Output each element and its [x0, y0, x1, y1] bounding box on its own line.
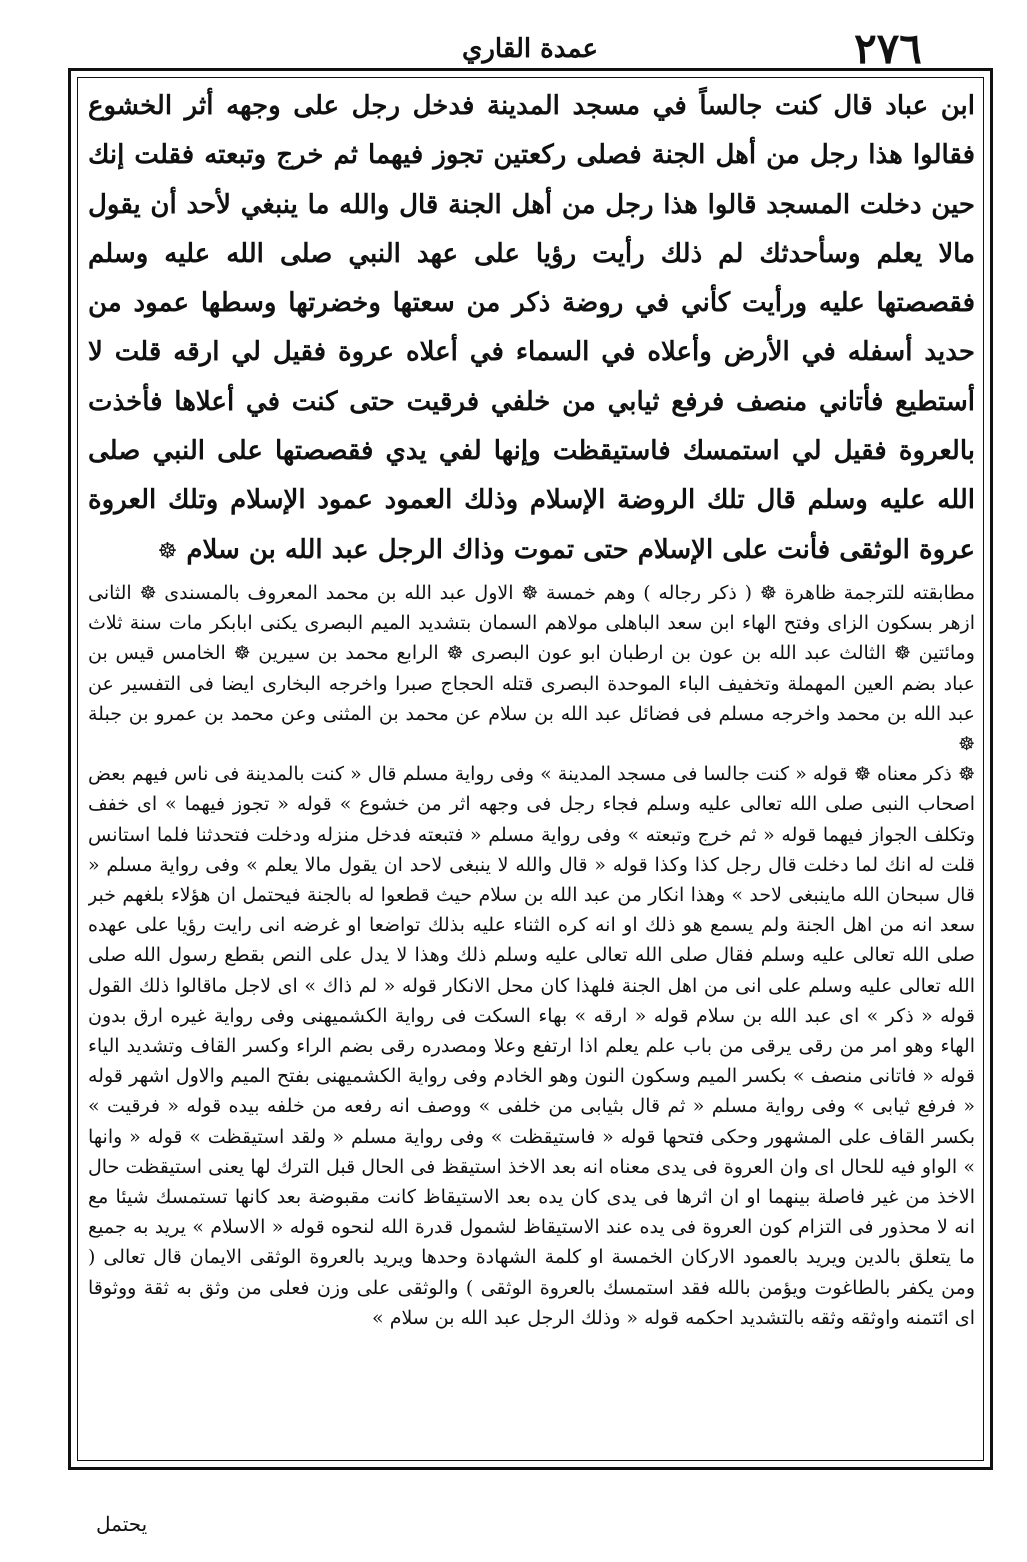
commentary-maana: ☸ ذكر معناه ☸ قوله « كنت جالسا فى مسجد المدينة » وفى رواية مسلم قال « كنت بالمدينة فى ناس فيهم بعض اصحاب النبى صلى الله تعالى عليه وسلم فجاء رجل فى وجهه اثر من خشوع » قوله « تجوز فيهما » اى خفف وتكلف الجواز فيهما قوله « ثم خرج وتبعته » وفى رواية مسلم « فتبعته فدخل منزله ودخلت فتحدثنا فلما استانس قلت له انك لما دخلت قال رجل كذا وكذا قوله « قال والله لا ينبغى لاحد ان يقول مالا يعلم » وفى رواية مسلم « قال سبحان الله ماينبغى لاحد » وهذا انكار من عبد الله بن سلام حيث قطعوا له بالجنة فيحتمل ان هؤلاء بلغهم خبر سعد انه من اهل الجنة ولم يسمع هو ذلك او انه كره الثناء عليه بذلك تواضعا او غرضه انى رايت رؤيا على عهده صلى الله تعالى عليه وسلم فقال صلى الله تعالى عليه وسلم ذلك وهذا لا يدل على النص بقطع رسول الله صلى الله تعالى عليه وسلم على انى من اهل الجنة فلهذا كان محل الانكار قوله « لم ذاك » اى لاجل ماقالوا ذلك القول قوله « ذكر » اى عبد الله بن سلام قوله « ارقه » بهاء السكت فى رواية الكشميهنى وفى رواية غيره ارق بدون الهاء وهو امر من رقى يرقى من باب علم يعلم اذا ارتفع وعلا ومصدره رقى بضم الراء وكسر القاف وتشديد الياء قوله « فاتانى منصف » بكسر الميم وسكون النون وهو الخادم وفى رواية الكشميهنى بفتح الميم والاول اشهر قوله « فرفع ثيابى » وفى رواية مسلم « ثم قال بثيابى من خلفى » ووصف انه رفعه من خلفه بيده قوله « فرقيت » بكسر القاف على المشهور وحكى فتحها قوله « فاستيقظت » وفى رواية مسلم « ولقد استيقظت » قوله « وانها » الواو فيه للحال اى وان العروة فى يدى معناه انه بعد الاخذ استيقظ فى الحال قبل الترك لها يعنى استيقظت حال الاخذ من غير فاصلة بينهما او ان اثرها فى يدى كان يده بعد الاستيقاظ كانت مقبوضة بعد كانها تستمسك شيئا مع انه لا محذور فى التزام كون العروة فى يده عند الاستيقاظ لشمول قدرة الله لنحوه قوله « الاسلام » يريد به جميع ما يتعلق بالدين ويريد بالعمود الاركان الخمسة او كلمة الشهادة وحدها ويريد بالعروة الوثقى الايمان قال تعالى ( ومن يكفر بالطاغوت ويؤمن بالله فقد استمسك بالعروة الوثقى ) والوثقى على وزن فعلى من وثق به ثقة ووثوقا اى ائتمنه واوثقه وثقه بالتشديد احكمه قوله « وذلك الرجل عبد الله بن سلام » [88, 763, 975, 1329]
catchword: يحتمل [96, 1512, 148, 1536]
hadith-body: ابن عباد قال كنت جالساً في مسجد المدينة فدخل رجل على وجهه أثر الخشوع فقالوا هذا رجل من أهل الجنة فصلى ركعتين تجوز فيهما ثم خرج وتبعته فقلت إنك حين دخلت المسجد قالوا هذا رجل من أهل الجنة قال والله ما ينبغي لأحد أن يقول مالا يعلم وسأحدثك لم ذلك رأيت رؤيا على عهد النبي صلى الله عليه وسلم فقصصتها عليه ورأيت كأني في روضة ذكر من سعتها وخضرتها وسطها عمود من حديد أسفله في الأرض وأعلاه في السماء في أعلاه عروة فقيل لي ارقه قلت لا أستطيع فأتاني منصف فرفع ثيابي من خلفي فرقيت حتى كنت في أعلاها فأخذت بالعروة فقيل لي استمسك فاستيقظت وإنها لفي يدي فقصصتها على النبي صلى الله عليه وسلم قال تلك الروضة الإسلام وذلك العمود عمود الإسلام وتلك العروة عروة الوثقى فأنت على الإسلام حتى تموت وذاك الرجل عبد الله بن سلام [88, 91, 975, 565]
commentary-rijal: مطابقته للترجمة ظاهرة ☸ ( ذكر رجاله ) وهم خمسة ☸ الاول عبد الله بن محمد المعروف بالمسندى ☸ الثانى ازهر بسكون الزاى وفتح الهاء ابن سعد الباهلى مولاهم السمان بتشديد الميم البصرى يكنى ابابكر مات سنة ثلاث ومائتين ☸ الثالث عبد الله بن عون بن ارطبان ابو عون البصرى ☸ الرابع محمد بن سيرين ☸ الخامس قيس بن عباد بضم العين المهملة وتخفيف الباء الموحدة البصرى قتله الحجاج صبرا واخرجه البخارى ايضا فى التفسير عن عبد الله بن محمد واخرجه مسلم فى فضائل عبد الله بن سلام عن محمد بن المثنى وعن محمد بن عمرو بن جبلة ☸ [88, 581, 975, 755]
page-number: ٢٧٦ [854, 24, 922, 73]
running-title: عمدة القاري [462, 34, 598, 64]
hadith-end-mark: ☸ [157, 537, 178, 564]
page-body [88, 82, 975, 1454]
hadith-text [88, 82, 975, 576]
commentary [88, 578, 975, 1333]
